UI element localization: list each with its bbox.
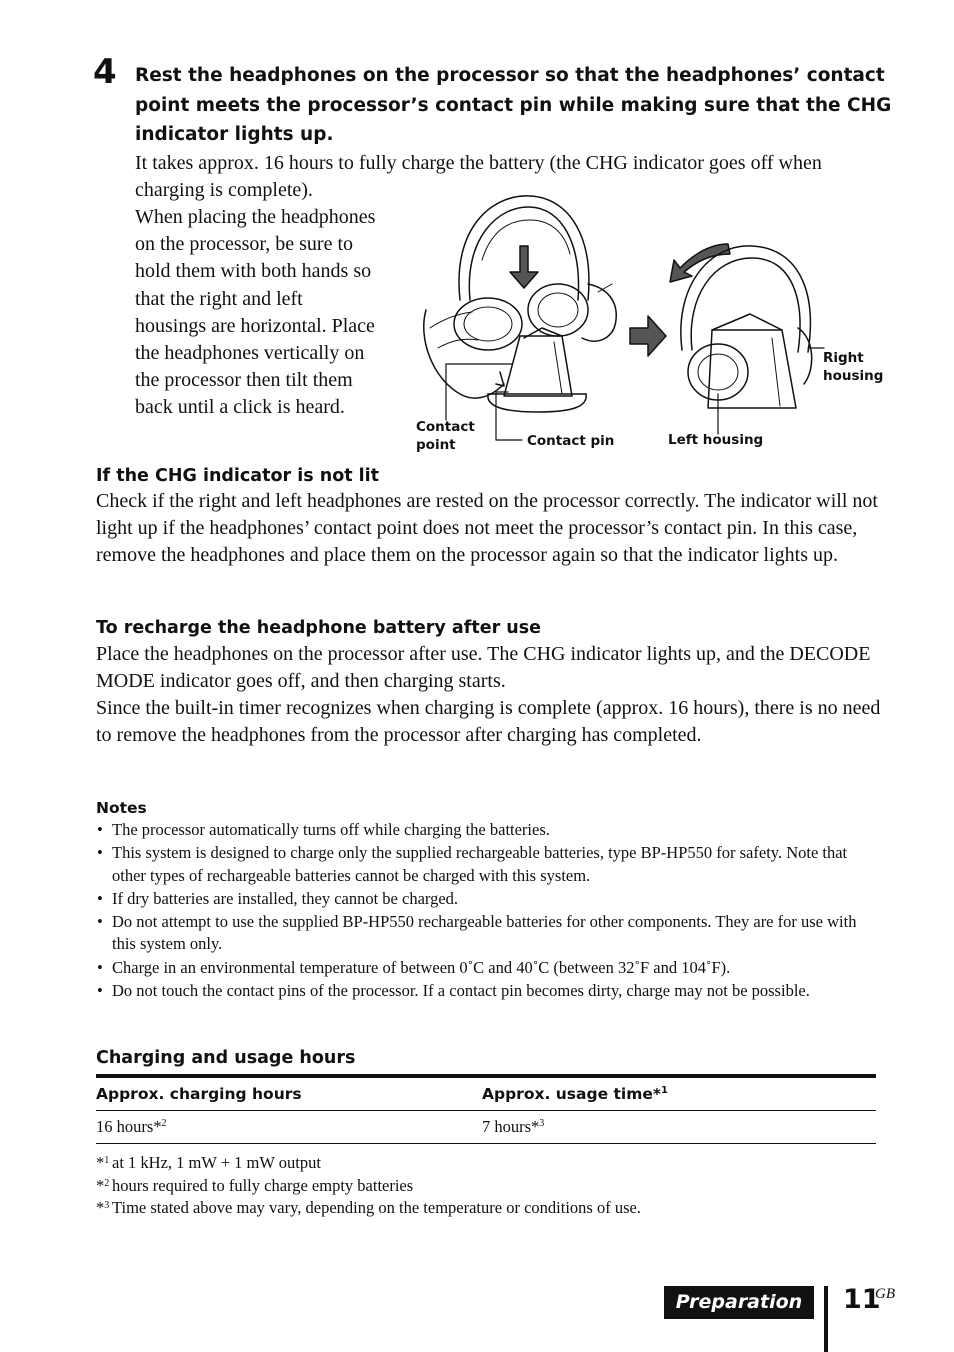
instruction-line: back until a click is heard. [135,396,345,419]
footnotes [96,1152,876,1220]
footnote-text: hours required to fully charge empty batteries [112,1175,414,1195]
chg-section-heading: If the CHG indicator is not lit [96,466,380,486]
footnote-asterisk: * [96,1198,105,1218]
table-header-row [96,1078,876,1111]
notes-heading: Notes [96,799,147,817]
chg-section-body: Check if the right and left headphones are rested on the processor correctly. The indicator will not light up if the headphones’ contact point does not meet the processor’s contact pin. In this case, remove the headphones and place them on the processor again so that the indicator lights up. [96,490,878,567]
step-heading: Rest the headphones on the processor so that the headphones’ contact point meets the processor’s contact pin while making sure that the CHG indicator lights up. [135,65,892,145]
recharge-paragraph: Place the headphones on the processor after use. The CHG indicator lights up, and the DECODE MODE indicator goes off, and then charging starts. [96,643,871,693]
footer-divider [824,1286,828,1352]
cell-usage-time [482,1117,876,1137]
note-item: • This system is designed to charge only the supplied rechargeable batteries, type BP-HP550 for safety. Note that other types of rechargeable batteries cannot be charged with this system. [96,842,876,887]
table-row [96,1111,876,1144]
footnote-ref: 1 [660,1085,668,1096]
headphones-illustration [412,188,892,460]
step-number: 4 [93,52,117,92]
notes-list [96,819,876,1003]
footnote-number: 1 [104,1155,110,1166]
note-item: • The processor automatically turns off while charging the batteries. [96,819,876,842]
footnote-number: 3 [104,1200,110,1212]
footnote-asterisk: * [96,1175,105,1195]
footnote [96,1152,876,1175]
step-instructions [135,204,420,422]
page-number: 11 [843,1284,881,1315]
page-language-suffix: GB [875,1286,895,1302]
note-item: • Do not attempt to use the supplied BP-HP550 rechargeable batteries for other components. They are for use with this system only. [96,911,876,956]
note-item: • If dry batteries are installed, they cannot be charged. [96,888,876,911]
instruction-line: that the right and left [135,287,303,310]
footnote-ref: 2 [161,1118,167,1129]
footnote-text: at 1 kHz, 1 mW + 1 mW output [112,1153,321,1172]
footnote-mark [96,1175,112,1198]
footnote-number: 2 [104,1177,110,1189]
contact-point-label: Contact point [416,419,475,453]
footnote-ref: 3 [539,1118,545,1129]
charging-table-heading: Charging and usage hours [96,1048,356,1068]
instruction-line: hold them with both hands so [135,260,372,283]
charging-table [96,1074,876,1144]
instruction-line: the processor then tilt them [135,369,353,392]
header-usage-time-text: Approx. usage time* [482,1085,661,1103]
cell-charging-text: 16 hours* [96,1117,162,1136]
footnote-mark [96,1197,112,1220]
instruction-line: When placing the headphones [135,206,376,228]
note-item: • Do not touch the contact pins of the processor. If a contact pin becomes dirty, charge may not be possible. [96,980,876,1003]
section-badge: Preparation [664,1286,814,1319]
cell-usage-text: 7 hours* [482,1117,540,1136]
step-intro: It takes approx. 16 hours to fully charge the battery (the CHG indicator goes off when charging is complete). [135,152,822,202]
instruction-line: on the processor, be sure to [135,233,354,256]
contact-pin-label: Contact pin [527,433,615,449]
footnote [96,1197,876,1220]
footnote-text: Time stated above may vary, depending on the temperature or conditions of use. [112,1198,641,1218]
header-charging-hours: Approx. charging hours [96,1085,302,1103]
right-housing-label: Right housing [823,350,884,384]
recharge-section-heading: To recharge the headphone battery after use [96,618,542,638]
recharge-paragraph: Since the built-in timer recognizes when charging is complete (approx. 16 hours), there is no need to remove the headphones from the processor after charging has completed. [96,697,881,747]
footnote-mark [96,1152,112,1175]
footnote [96,1175,876,1198]
cell-charging-hours [96,1117,482,1137]
footnote-asterisk: * [96,1153,105,1172]
note-item: • Charge in an environmental temperature of between 0˚C and 40˚C (between 32˚F and 104˚F). [96,957,876,980]
header-usage-time [482,1085,876,1103]
instruction-line: the headphones vertically on [135,342,365,365]
left-housing-label: Left housing [668,432,764,448]
instruction-line: housings are horizontal. Place [135,314,375,337]
headphones-on-processor-illustration [412,188,892,460]
